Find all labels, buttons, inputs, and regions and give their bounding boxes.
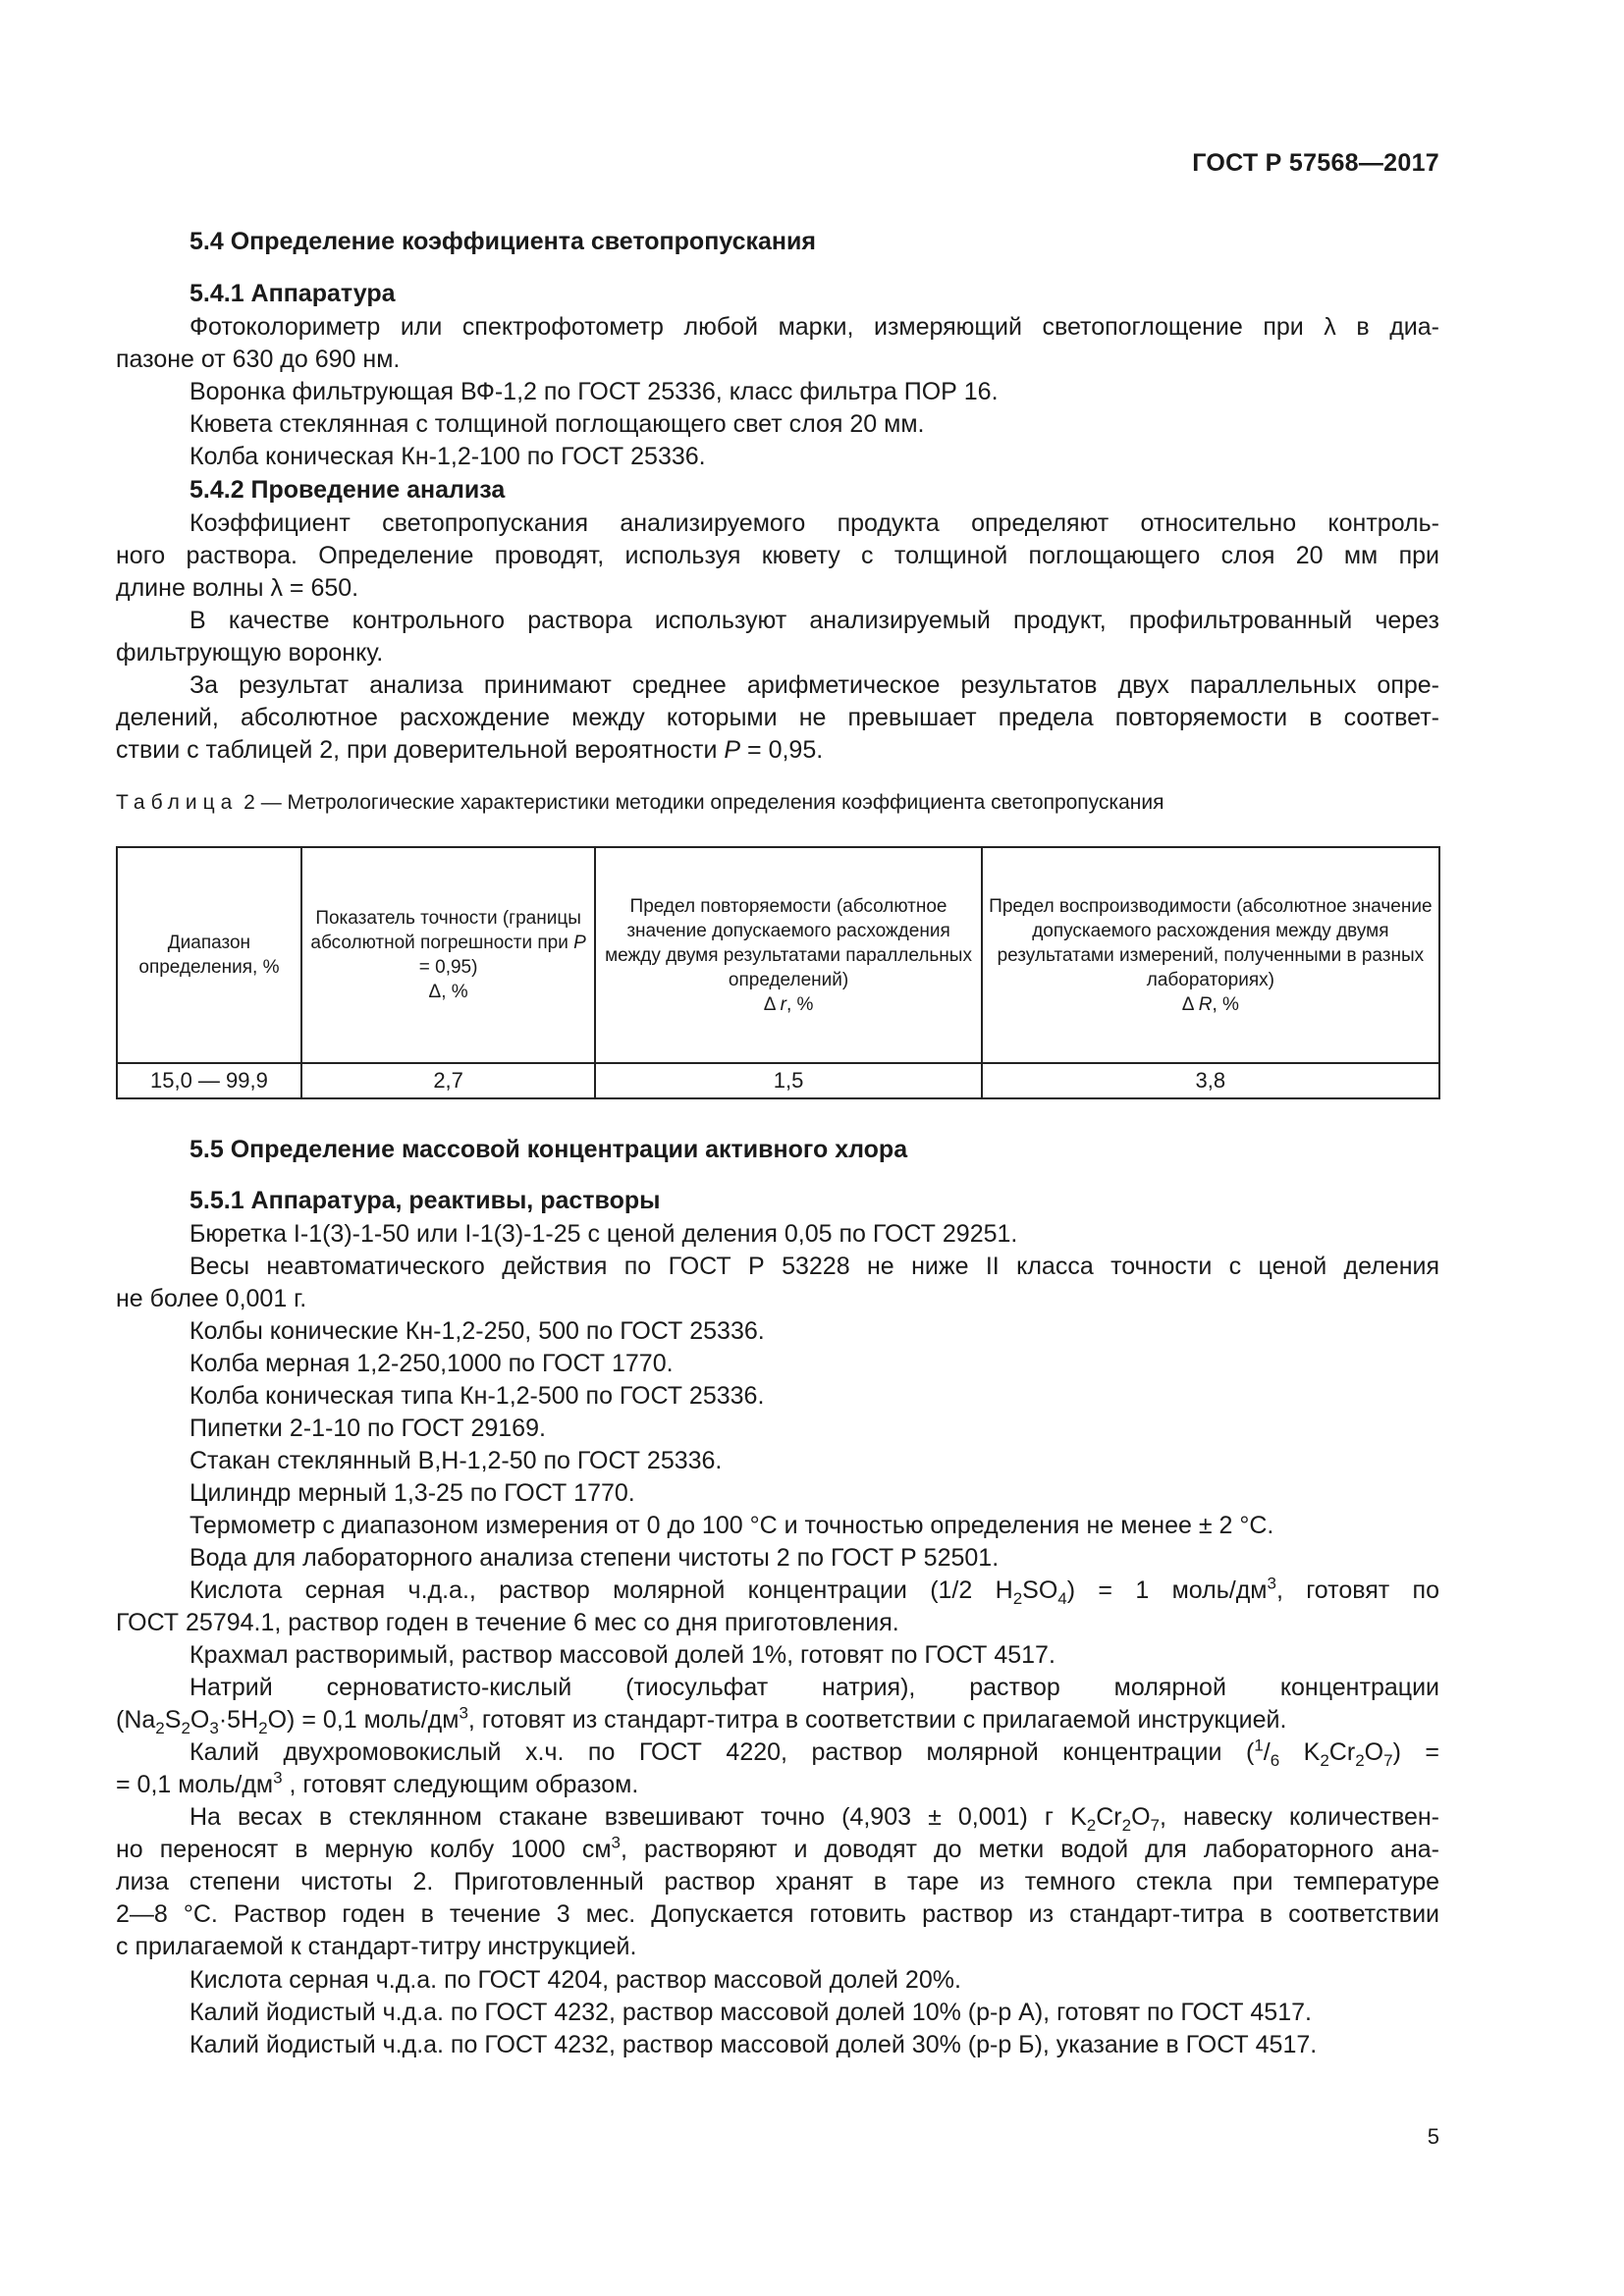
paragraph-cuvette: Кювета стеклянная с толщиной поглощающего свет слоя 20 мм. <box>189 410 925 438</box>
table-2-metrology <box>116 846 1440 1099</box>
item-water: Вода для лабораторного анализа степени чистоты 2 по ГОСТ Р 52501. <box>189 1544 1000 1572</box>
item-thermometer: Термометр с диапазоном измерения от 0 до 100 °С и точностью определения не менее ± 2 °С. <box>189 1512 1274 1539</box>
item-cylinder: Цилиндр мерный 1,3-25 по ГОСТ 1770. <box>189 1479 635 1507</box>
item-potassium-iodide-10: Калий йодистый ч.д.а. по ГОСТ 4232, раствор массовой долей 10% (р-р А), готовят по ГОСТ 4517. <box>189 1999 1312 2026</box>
paragraph-flask: Колба коническая Кн-1,2-100 по ГОСТ 25336. <box>189 443 706 470</box>
header-range: Диапазон определения, % <box>117 847 301 1063</box>
section-5-5-1-title: 5.5.1 Аппаратура, реактивы, растворы <box>189 1187 661 1214</box>
header-accuracy: Показатель точности (границы абсолютной погрешности при P = 0,95) Δ, % <box>301 847 596 1063</box>
item-starch: Крахмал растворимый, раствор массовой долей 1%, готовят по ГОСТ 4517. <box>189 1641 1056 1669</box>
section-5-5-title: 5.5 Определение массовой концентрации активного хлора <box>189 1136 908 1163</box>
item-beaker: Стакан стеклянный В,Н-1,2-50 по ГОСТ 25336. <box>189 1447 723 1474</box>
header-reproducibility: Предел воспроизводимости (абсолютное значение допускаемого расхождения между двумя результатами измерений, полученными в разных лабораториях) Δ R, % <box>982 847 1439 1063</box>
item-potassium-dichromate: Калий двухромовокислый х.ч. по ГОСТ 4220, раствор молярной концентрации ($^1/_6$ $K_2Cr_2O_7$) = = 0,1 моль/$дм^3$ , готовят следующим образом. <box>116 1735 1439 1798</box>
document-id-header: ГОСТ Р 57568—2017 <box>1192 149 1439 177</box>
cell-repeatability: 1,5 <box>595 1063 981 1098</box>
paragraph-analysis-result: За результат анализа принимают среднее арифметическое результатов двух параллельных опре- делений, абсолютное расхождение между которыми не превышает предела повторяемости в соответ- ствии с таблицей 2, при доверительной вероятности P = 0,95. <box>116 671 1439 764</box>
item-sulfuric-acid-20: Кислота серная ч.д.а. по ГОСТ 4204, раствор массовой долей 20%. <box>189 1966 961 1994</box>
item-potassium-iodide-30: Калий йодистый ч.д.а. по ГОСТ 4232, раствор массовой долей 30% (р-р Б), указание в ГОСТ 4517. <box>189 2031 1318 2058</box>
cell-range: 15,0 — 99,9 <box>117 1063 301 1098</box>
paragraph-transmission-coefficient: Коэффициент светопропускания анализируемого продукта определяют относительно контроль- ного раствора. Определение проводят, используя кювету с толщиной поглощающего слоя 20 мм при длине волны λ = 650. <box>116 509 1439 602</box>
item-volumetric-flask: Колба мерная 1,2-250,1000 по ГОСТ 1770. <box>189 1350 674 1377</box>
item-sodium-thiosulfate: Натрий серноватисто-кислый (тиосульфат натрия), раствор молярной концентрации $(Na_2S_2O_3\cdot 5H_2O) = 0,1$ моль/$дм^3$, готовят из стандарт-титра в соответствии с прилагаемой инструкцией. <box>116 1674 1439 1737</box>
paragraph-control-solution: В качестве контрольного раствора используют анализируемый продукт, профильтрованный через фильтрующую воронку. <box>116 607 1439 667</box>
page-number: 5 <box>1427 2124 1439 2149</box>
paragraph-funnel: Воронка фильтрующая ВФ-1,2 по ГОСТ 25336, класс фильтра ПОР 16. <box>189 378 999 405</box>
item-pipettes: Пипетки 2-1-10 по ГОСТ 29169. <box>189 1415 546 1442</box>
item-conical-flasks: Колбы конические Кн-1,2-250, 500 по ГОСТ 25336. <box>189 1317 765 1345</box>
item-scales: Весы неавтоматического действия по ГОСТ Р 53228 не ниже II класса точности с ценой деления не более 0,001 г. <box>116 1253 1439 1312</box>
item-burette: Бюретка I-1(3)-1-50 или I-1(3)-1-25 с ценой деления 0,05 по ГОСТ 29251. <box>189 1220 1018 1248</box>
paragraph-photocolorimeter: Фотоколориметр или спектрофотометр любой марки, измеряющий светопоглощение при λ в диа- пазоне от 630 до 690 нм. <box>116 313 1439 373</box>
section-5-4-title: 5.4 Определение коэффициента светопропускания <box>189 228 816 255</box>
section-5-4-2-title: 5.4.2 Проведение анализа <box>189 476 506 504</box>
item-sulfuric-acid-solution: Кислота серная ч.д.а., раствор молярной концентрации (1/2 $H_2SO_4) = 1$ моль/$дм^3$, готовят по ГОСТ 25794.1, раствор годен в течение 6 мес со дня приготовления. <box>116 1574 1440 1636</box>
item-conical-flask-500: Колба коническая типа Кн-1,2-500 по ГОСТ 25336. <box>189 1382 765 1410</box>
header-repeatability: Предел повторяемости (абсолютное значение допускаемого расхождения между двумя результатами параллельных определений) Δ r, % <box>595 847 981 1063</box>
table-row <box>117 1063 1439 1098</box>
cell-accuracy: 2,7 <box>301 1063 596 1098</box>
section-5-4-1-title: 5.4.1 Аппаратура <box>189 280 396 307</box>
table-2-caption: Таблица 2 — Метрологические характеристики методики определения коэффициента светопропускания <box>116 791 1164 814</box>
cell-reproducibility: 3,8 <box>982 1063 1439 1098</box>
item-dichromate-preparation: На весах в стеклянном стакане взвешивают точно (4,903 ± 0,001) г $K_2Cr_2O_7$, навеску количествен- но переносят в мерную колбу 1000 $см^3$, растворяют и доводят до метки водой для лабораторного ана- лиза степени чистоты 2. Приготовленный раствор хранят в таре из темного стекла при температуре 2—8 °С. Раствор годен в течение 3 мес. Допускается готовить раствор из стандарт-титра в соответствии с прилагаемой к стандарт-титру инструкцией. <box>116 1803 1440 1960</box>
table-header-row <box>117 847 1439 1063</box>
